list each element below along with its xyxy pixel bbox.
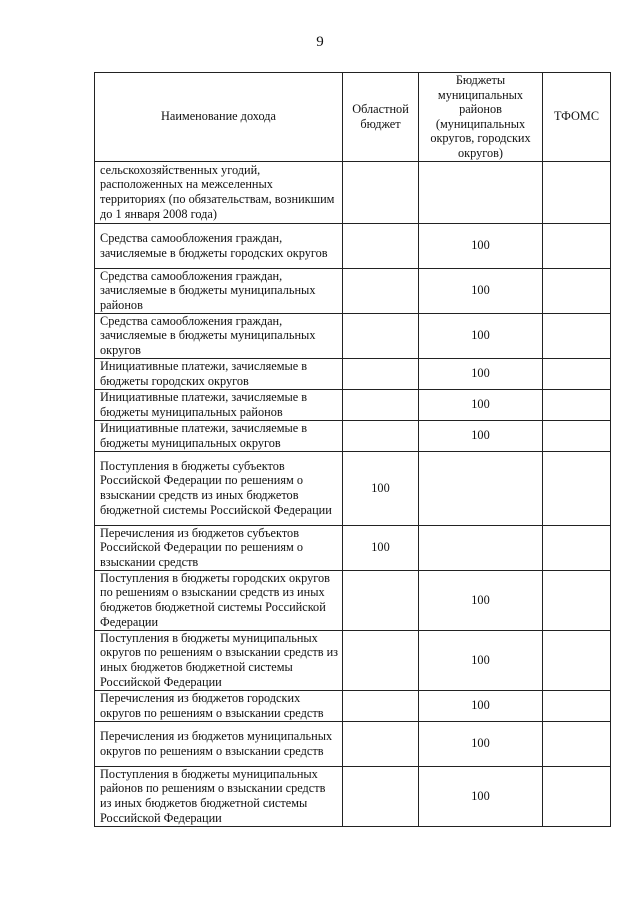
income-name-cell: сельскохозяйственных угодий, расположенных на межселенных территориях (по обязательствам, возникшим до 1 января 2008 года) (95, 161, 343, 223)
income-name-cell: Инициативные платежи, зачисляемые в бюджеты муниципальных округов (95, 420, 343, 451)
income-name-cell: Поступления в бюджеты муниципальных округов по решениям о взыскании средств из иных бюджетов бюджетной системы Российской Федерации (95, 630, 343, 690)
tfoms-cell (543, 451, 611, 525)
page-number: 9 (316, 34, 324, 50)
tfoms-cell (543, 570, 611, 630)
regional-budget-cell (343, 570, 419, 630)
regional-budget-cell (343, 223, 419, 268)
tfoms-cell (543, 389, 611, 420)
income-name-cell: Поступления в бюджеты субъектов Российской Федерации по решениям о взыскании средств из иных бюджетов бюджетной системы Российской Федерации (95, 451, 343, 525)
header-income-name: Наименование дохода (95, 73, 343, 162)
table-row (95, 525, 611, 570)
regional-budget-cell (343, 721, 419, 766)
municipal-budgets-cell: 100 (419, 223, 543, 268)
municipal-budgets-cell: 100 (419, 630, 543, 690)
tfoms-cell (543, 268, 611, 313)
table-row (95, 358, 611, 389)
tfoms-cell (543, 313, 611, 358)
municipal-budgets-cell: 100 (419, 690, 543, 721)
regional-budget-cell (343, 690, 419, 721)
income-name-cell: Перечисления из бюджетов муниципальных округов по решениям о взыскании средств (95, 721, 343, 766)
table-row (95, 570, 611, 630)
regional-budget-cell (343, 630, 419, 690)
municipal-budgets-cell: 100 (419, 268, 543, 313)
table-row (95, 161, 611, 223)
tfoms-cell (543, 525, 611, 570)
municipal-budgets-cell: 100 (419, 358, 543, 389)
table-row (95, 690, 611, 721)
table-row (95, 223, 611, 268)
table-row (95, 630, 611, 690)
regional-budget-cell (343, 313, 419, 358)
tfoms-cell (543, 690, 611, 721)
tfoms-cell (543, 358, 611, 389)
income-name-cell: Перечисления из бюджетов городских округов по решениям о взыскании средств (95, 690, 343, 721)
municipal-budgets-cell (419, 161, 543, 223)
tfoms-cell (543, 721, 611, 766)
income-name-cell: Средства самообложения граждан, зачисляемые в бюджеты городских округов (95, 223, 343, 268)
regional-budget-cell: 100 (343, 451, 419, 525)
table-row (95, 451, 611, 525)
regional-budget-cell (343, 161, 419, 223)
municipal-budgets-cell (419, 451, 543, 525)
header-tfoms: ТФОМС (543, 73, 611, 162)
regional-budget-cell (343, 389, 419, 420)
income-name-cell: Инициативные платежи, зачисляемые в бюджеты муниципальных районов (95, 389, 343, 420)
municipal-budgets-cell: 100 (419, 570, 543, 630)
tfoms-cell (543, 630, 611, 690)
income-name-cell: Средства самообложения граждан, зачисляемые в бюджеты муниципальных районов (95, 268, 343, 313)
income-name-cell: Инициативные платежи, зачисляемые в бюджеты городских округов (95, 358, 343, 389)
municipal-budgets-cell: 100 (419, 313, 543, 358)
table-row (95, 389, 611, 420)
table-header-row (95, 73, 611, 162)
municipal-budgets-cell: 100 (419, 721, 543, 766)
table-row (95, 766, 611, 826)
regional-budget-cell: 100 (343, 525, 419, 570)
income-name-cell: Перечисления из бюджетов субъектов Российской Федерации по решениям о взыскании средств (95, 525, 343, 570)
municipal-budgets-cell: 100 (419, 420, 543, 451)
header-municipal-budgets: Бюджеты муниципальных районов (муниципальных округов, городских округов) (419, 73, 543, 162)
tfoms-cell (543, 766, 611, 826)
table-row (95, 268, 611, 313)
table-row (95, 420, 611, 451)
income-name-cell: Поступления в бюджеты городских округов по решениям о взыскании средств из иных бюджетов бюджетной системы Российской Федерации (95, 570, 343, 630)
income-distribution-table (94, 72, 611, 827)
municipal-budgets-cell: 100 (419, 389, 543, 420)
municipal-budgets-cell (419, 525, 543, 570)
regional-budget-cell (343, 766, 419, 826)
tfoms-cell (543, 223, 611, 268)
regional-budget-cell (343, 358, 419, 389)
municipal-budgets-cell: 100 (419, 766, 543, 826)
tfoms-cell (543, 420, 611, 451)
regional-budget-cell (343, 268, 419, 313)
table-row (95, 721, 611, 766)
income-name-cell: Средства самообложения граждан, зачисляемые в бюджеты муниципальных округов (95, 313, 343, 358)
regional-budget-cell (343, 420, 419, 451)
table-row (95, 313, 611, 358)
header-regional-budget: Областной бюджет (343, 73, 419, 162)
income-name-cell: Поступления в бюджеты муниципальных районов по решениям о взыскании средств из иных бюджетов бюджетной системы Российской Федерации (95, 766, 343, 826)
tfoms-cell (543, 161, 611, 223)
